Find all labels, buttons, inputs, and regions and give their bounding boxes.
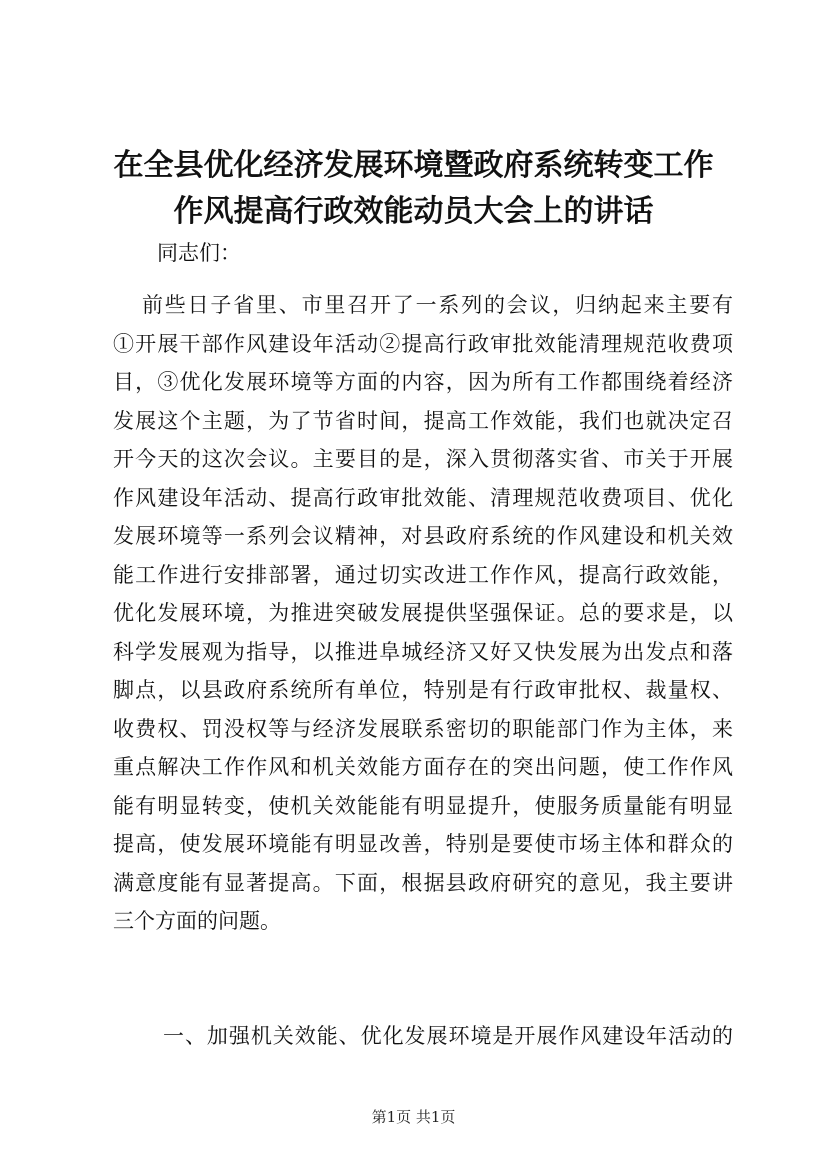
title-line-1: 在全县优化经济发展环境暨政府系统转变工作 xyxy=(113,148,714,183)
paragraph-line: 能工作进行安排部署，通过切实改进工作作风，提高行政效能， xyxy=(113,562,733,587)
paragraph-line: 重点解决工作作风和机关效能方面存在的突出问题，使工作作风 xyxy=(113,755,733,779)
paragraph-line: 作风建设年活动、提高行政审批效能、清理规范收费项目、优化 xyxy=(113,485,733,510)
page-footer: 第1页 共1页 xyxy=(371,1108,456,1126)
salutation: 同志们： xyxy=(157,241,241,265)
paragraph-line: 三个方面的问题。 xyxy=(113,909,281,933)
paragraph-line: 脚点，以县政府系统所有单位，特别是有行政审批权、裁量权、 xyxy=(113,678,733,702)
paragraph-line: 提高，使发展环境能有明显改善，特别是要使市场主体和群众的 xyxy=(113,832,733,856)
body-paragraph xyxy=(113,286,733,941)
paragraph-line: 发展环境等一系列会议精神，对县政府系统的作风建设和机关效 xyxy=(113,524,733,548)
paragraph-line: 发展这个主题，为了节省时间，提高工作效能，我们也就决定召 xyxy=(113,408,733,433)
paragraph-line: 开今天的这次会议。主要目的是，深入贯彻落实省、市关于开展 xyxy=(113,447,733,471)
paragraph-line: 收费权、罚没权等与经济发展联系密切的职能部门作为主体，来 xyxy=(113,716,733,741)
paragraph-line: 目，③优化发展环境等方面的内容，因为所有工作都围绕着经济 xyxy=(113,370,733,394)
title-line-2: 作风提高行政效能动员大会上的讲话 xyxy=(173,194,654,229)
paragraph-line: 科学发展观为指导，以推进阜城经济又好又快发展为出发点和落 xyxy=(113,639,733,664)
paragraph-line: ①开展干部作风建设年活动②提高行政审批效能清理规范收费项 xyxy=(113,331,733,356)
paragraph-line: 优化发展环境，为推进突破发展提供坚强保证。总的要求是，以 xyxy=(113,601,733,625)
section-heading: 一、加强机关效能、优化发展环境是开展作风建设年活动的 xyxy=(163,1024,733,1048)
paragraph-line: 前些日子省里、市里召开了一系列的会议，归纳起来主要有 xyxy=(142,293,733,317)
paragraph-line: 满意度能有显著提高。下面，根据县政府研究的意见，我主要讲 xyxy=(113,870,733,895)
paragraph-line: 能有明显转变，使机关效能能有明显提升，使服务质量能有明显 xyxy=(113,793,733,818)
document-title xyxy=(100,143,727,235)
